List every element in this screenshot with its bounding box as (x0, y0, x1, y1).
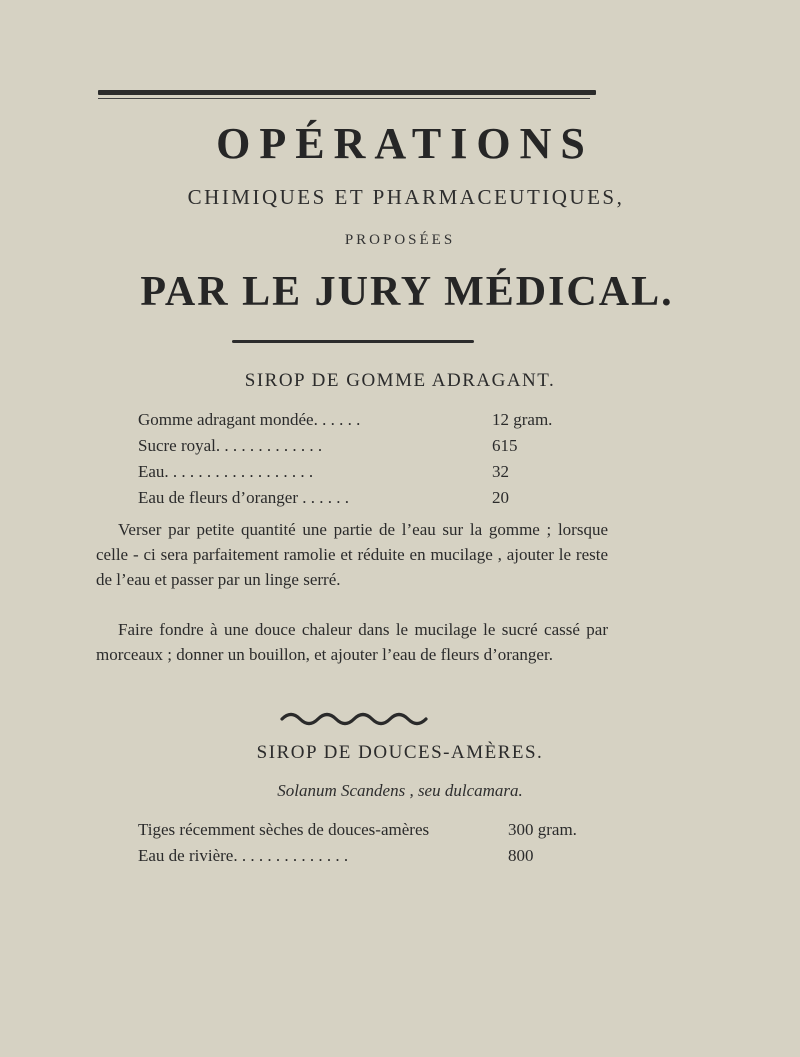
ingredient-name: Gomme adragant mondée. . . . . . (138, 410, 361, 429)
ingredient-quantity: 300 gram. (508, 820, 577, 839)
ingredient-name: Tiges récemment sèches de douces-amères (138, 820, 430, 839)
latin-name-subtitle: Solanum Scandens , seu dulcamara. (277, 781, 523, 800)
page-subtitle-jury: PAR LE JURY MÉDICAL. (140, 269, 674, 315)
ingredient-quantity: 32 (492, 462, 509, 481)
page-subtitle-proposees: PROPOSÉES (344, 232, 456, 248)
ingredient-row (138, 462, 598, 488)
ingredient-row (138, 488, 598, 514)
ingredient-row (138, 410, 598, 436)
ingredient-row (138, 846, 598, 872)
section-title-sirop-gomme: SIROP DE GOMME ADRAGANT. (244, 370, 556, 391)
ingredient-name: Eau de rivière. . . . . . . . . . . . . . (138, 846, 349, 865)
ingredient-row (138, 820, 598, 846)
instruction-paragraph: Faire fondre à une douce chaleur dans le mucilage le sucré cassé par morceaux ; donner un bouillon, et ajouter l’eau de fleurs d’oranger. (96, 620, 608, 664)
ingredient-name: Sucre royal. . . . . . . . . . . . . (138, 436, 323, 455)
ingredient-quantity: 20 (492, 488, 509, 507)
ingredient-name: Eau. . . . . . . . . . . . . . . . . . (138, 462, 314, 481)
top-thick-rule (98, 90, 596, 95)
ingredient-list-douces-ameres (138, 820, 598, 872)
middle-rule (232, 340, 474, 343)
instruction-paragraph: Verser par petite quantité une partie de l’eau sur la gomme ; lorsque celle - ci sera parfaitement ramolie et réduite en mucilage , ajouter le reste de l’eau et passer par un linge serré. (96, 520, 608, 589)
page-title: OPÉRATIONS (216, 119, 594, 168)
ingredient-quantity: 800 (508, 846, 534, 865)
page-subtitle: CHIMIQUES ET PHARMACEUTIQUES, (187, 185, 625, 209)
ingredient-name: Eau de fleurs d’oranger . . . . . . (138, 488, 350, 507)
ingredient-quantity: 12 gram. (492, 410, 553, 429)
top-thin-rule (98, 98, 590, 99)
ingredient-list-gomme (138, 410, 598, 514)
ingredient-quantity: 615 (492, 436, 518, 455)
ingredient-row (138, 436, 598, 462)
section-title-sirop-douces-ameres: SIROP DE DOUCES-AMÈRES. (256, 742, 544, 763)
wave-ornament-icon (280, 712, 430, 726)
